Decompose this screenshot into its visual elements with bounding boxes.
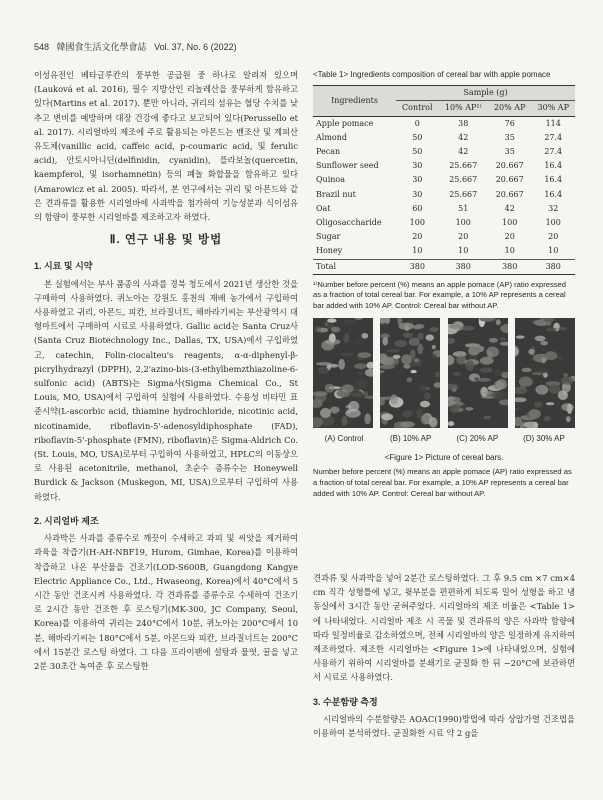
table-cell: 100 [502,218,518,228]
figure-1-note: Number before percent (%) means an apple pomace (AP) ratio expressed as a fraction of total cereal bar. For example, a 10% AP represents a cereal bar added with 10% AP. Control: Cereal bar without AP. [313,467,572,498]
table-cell: 50 [412,132,423,142]
sample-header: Sample (g) [396,86,575,101]
table-cell: 10 [548,246,559,256]
table-cell: 20 [504,232,515,242]
table-cell: 10 [458,246,469,256]
ingredient-name: Sunflower seed [316,161,379,171]
materials-paragraph: 본 실험에서는 부사 품종의 사과를 경북 청도에서 2021년 생산한 것을 구매하여 사용하였다. 퀴노아는 강원도 홍천의 재배 농가에서 구입하여 사용하였고 귀리, 아몬드, 피칸, 브라질너트, 해바라기씨는 부산광역시 대형마트에서 구매하여 시료로 사용하였다. Gallic acid는 Santa Cruz사(Santa Cruz Biotechnology Inc., Dallas, TX, USA)에서 구입하였고, catechin, Folin-ciocalteu's reagents, α-α-diphenyl-β-picrylhydrazyl (DPPH), 2,2'azino-bis-(3-ethylbemzthiazoline-6-sulfonic acid) (ABTS)는 Sigma사(Sigma Chemical Co., St Louis, MO, USA)에서 구입하여 실험에 사용하였다. 수용성 비타민 표준시약(L-ascorbic acid, thiamine hydrochloride, nicotinic acid, nicotinamide, riboflavin-5'-adenosyldiphosphate (FAD), riboflavin-5'-phosphate (FMN), riboflavin)은 Sigma-Aldrich Co. (St. Louis, MO, USA)로부터 구입하여 사용하였고, HPLC의 이동상으로 사용된 acetonitrile, methanol, 초순수 증류수는 Honeywell Burdick & Jackson (Muskegon, MI, USA)으로부터 구입하여 사용하였다. [34,278,298,502]
table-cell: 42 [458,147,469,157]
table-cell: 100 [409,218,425,228]
subheader-30ap: 30% AP [531,101,575,116]
total-cell: 380 [455,261,471,271]
table-cell: 20.667 [495,161,524,171]
table-1-block [313,68,575,312]
table-cell: 16.4 [544,161,563,171]
table-row [313,131,575,145]
figure-label-a: (A) Control [324,434,364,443]
table-row [313,116,575,131]
ingredient-name: Quinoa [316,175,346,185]
table-cell: 60 [412,203,423,213]
table-cell: 42 [504,203,515,213]
total-cell: 380 [545,261,561,271]
table-cell: 32 [548,203,559,213]
table-cell: 20 [548,232,559,242]
table-cell: 25.667 [449,175,478,185]
total-cell: 380 [502,261,518,271]
cereal-bar-image-10ap [380,318,440,428]
table-total-row [313,259,575,274]
table-cell: 30 [412,175,423,185]
figure-1-block [313,318,575,499]
page-number: 548 [34,42,50,52]
figure-label-c: (C) 20% AP [456,434,499,443]
subsection-1-title: 1. 시료 및 시약 [34,261,93,272]
ingredient-name: Sugar [316,232,341,242]
total-cell: 380 [409,261,425,271]
table-cell: 50 [412,147,423,157]
table-cell: 30 [412,161,423,171]
table-cell: 16.4 [544,175,563,185]
moisture-paragraph: 시리얼바의 수분함량은 AOAC(1990)방법에 따라 상압가열 건조법을 이용하여 분석하였다. 균질화한 시료 약 2 g을 [313,713,575,739]
table-cell: 76 [504,118,515,128]
table-cell: 20.667 [495,175,524,185]
figure-1-images [313,318,575,428]
table-row [313,188,575,202]
table-cell: 35 [504,132,515,142]
subsection-2-title: 2. 시리얼바 제조 [34,515,99,526]
table-cell: 20.667 [495,189,524,199]
ingredient-name: Oligosaccharide [316,218,382,228]
ingredient-name: Pecan [316,147,341,157]
subsection-3-title: 3. 수분함량 측정 [313,696,378,707]
cereal-bar-image-control [313,318,373,428]
table-cell: 51 [458,203,469,213]
table-cell: 30 [412,189,423,199]
table-row [313,230,575,244]
ingredients-header: Ingredients [313,86,396,116]
table-cell: 20 [412,232,423,242]
table-cell: 100 [545,218,561,228]
ingredients-table [313,85,575,275]
cereal-bar-image-30ap [515,318,575,428]
figure-label-b: (B) 10% AP [389,434,432,443]
table-cell: 100 [455,218,471,228]
table-cell: 38 [458,118,469,128]
table-header-row [313,86,575,101]
table-row [313,216,575,230]
ingredient-name: Apple pomace [316,118,374,128]
cereal-bar-image-20ap [448,318,508,428]
section-title: Ⅱ. 연구 내용 및 방법 [109,234,223,247]
journal-name: 韓國食生活文化學會誌 [56,42,147,52]
table-cell: 114 [545,118,561,128]
table-cell: 42 [458,132,469,142]
figure-label-d: (D) 30% AP [523,434,565,443]
ingredient-name: Oat [316,203,331,213]
figure-1-caption: <Figure 1> Picture of cereal bars. [384,453,504,463]
table-cell: 10 [412,246,423,256]
table-cell: 27.4 [544,132,563,142]
intro-paragraph: 이성유전인 베타글루칸의 풍부한 공급원 중 하나로 알려져 있으며(Lauková et al. 2016), 필수 지방산인 리놀레산을 풍부하게 함유하고 있다(Martins et al. 2017). 뿐만 아니라, 귀리의 섬유는 혈당 수치를 낮추고 변비를 예방하며 대장 건강에 좋다고 보고되어 있다(Perussello et al. 2017). 시리얼바의 제조에 주로 활용되는 아몬드는 벤조산 및 계피산 유도체(vanillic acid, caffeic acid, p-coumaric acid, 및 ferulic acid), 안토시아니딘(delfinidin, cyanidin), 플라보놀(quercetin, kaempferol, 및 isorhamnetin) 등의 폐놀 화합물을 함유하고 있다(Amarowicz et al. 2005). 따라서, 본 연구에서는 귀리 및 아몬드와 같은 견과류를 활용한 시리얼바에 사과박을 첨가하여 기능성분과 식이섬유의 함량이 풍부한 시리얼바를 제조하고자 하였다. [34,70,298,223]
table-1-footnote: ¹⁾Number before percent (%) means an apple pomace (AP) ratio expressed as a fraction of total cereal bar. For example, a 10% AP represents a cereal bar added with 10% AP. Control: Cereal bar without AP. [313,279,567,311]
table-cell: 25.667 [449,161,478,171]
table-1-caption: <Table 1> Ingredients composition of cereal bar with apple pomace [313,70,551,79]
ingredient-name: Almond [316,132,348,142]
table-row [313,202,575,216]
running-header [34,40,237,53]
figure-1-labels [313,432,575,446]
subheader-20ap: 20% AP [488,101,532,116]
table-cell: 16.4 [544,189,563,199]
table-row [313,244,575,259]
ingredient-name: Honey [316,246,343,256]
table-cell: 25.667 [449,189,478,199]
preparation-continued-paragraph: 견과류 및 사과박을 넣어 2분간 로스팅하였다. 그 후 9.5 cm ×7 cm×4 cm 직각 성형틀에 넣고, 윗부분을 편편하게 되도록 밀어 성형을 하고 냉동실에서 3시간 동안 굳혀주었다. 시리얼바의 제조 비율은 <Table 1>에 나타내었다. 시리얼바 제조 시 곡물 및 견과류의 양은 사과박 함량에 따라 일정비율로 감소하였으며, 전체 시리얼바의 양은 일정하게 유지하여 제조하였다. 제조한 시리얼바는 <Figure 1>에 나타내었으며, 실험에 사용하기 위하여 시리얼바를 분쇄기로 균질화 한 뒤 −20°C에 보관하면서 시료로 사용하였다. [313,573,575,683]
volume-info: Vol. 37, No. 6 (2022) [154,42,237,52]
table-cell: 20 [458,232,469,242]
table-cell: 35 [504,147,515,157]
table-row [313,173,575,187]
preparation-paragraph: 사과박은 사과를 증류수로 깨끗이 수세하고 과피 및 씨앗을 제거하여 과육을 착즙기(H-AH-NBF19, Hurom, Gimhae, Korea)를 이용하여 착즙하고 나온 부산물을 건조기(LOD-S600B, Guangdong Kangye Electric Appliance Co., Ltd., Hwaseong, Korea)에서 40°C에서 5시간 동안 건조시켜 사용하였다. 각 견과류를 증류수로 수세하여 건조기로 2시간 동안 건조한 후 로스팅기(MK-300, JC Company, Seoul, Korea)를 이용하여 귀리는 240°C에서 10분, 퀴노아는 200°C에서 10분, 해바라기씨는 180°C에서 5분, 아몬드와 피칸, 브라질너트는 200°C에서 15분간 로스팅 하였다. 그 다음 프라이팬에 설탕과 물엿, 꿀을 넣고 2분 30초간 녹여준 후 로스팅한 [34,533,298,671]
ingredient-name: Brazil nut [316,189,356,199]
subheader-10ap: 10% AP¹⁾ [438,101,488,116]
table-row [313,159,575,173]
subheader-control: Control [396,101,438,116]
table-cell: 10 [504,246,515,256]
left-column [34,68,298,673]
total-label: Total [316,261,337,271]
right-text-block [313,571,575,740]
table-cell: 27.4 [544,147,563,157]
table-cell: 0 [414,118,420,128]
table-row [313,145,575,159]
